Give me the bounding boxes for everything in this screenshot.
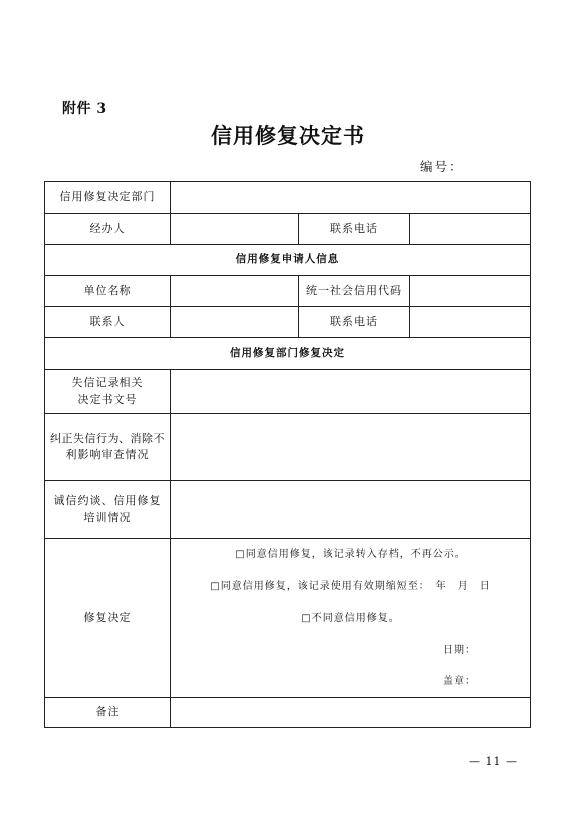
record-doc-label-line2: 决定书文号 [77,392,138,406]
contact-phone-field[interactable] [410,307,531,338]
unit-name-field[interactable] [171,276,299,307]
decision-label: 修复决定 [45,539,171,698]
decision-option-approve-archive[interactable]: □同意信用修复，该记录转入存档，不再公示。 [235,549,466,560]
decision-options-cell [171,539,531,698]
dept-label: 信用修复决定部门 [45,182,171,214]
row-applicant-section [45,245,531,276]
row-unit-name [45,276,531,307]
decision-date-label: 日期： [443,645,477,656]
row-contact [45,307,531,338]
handler-field[interactable] [171,214,299,245]
contact-field[interactable] [171,307,299,338]
row-repair-decision [45,539,531,698]
record-doc-label-line1: 失信记录相关 [71,376,144,389]
decision-option-reject[interactable]: □不同意信用修复。 [301,613,400,624]
row-training [45,481,531,539]
correction-label-line1: 纠正失信行为、消除不 [50,431,165,445]
row-correction-review [45,414,531,481]
page-number: — 11 — [469,755,518,768]
remarks-field[interactable] [171,698,531,728]
training-label-line1: 诚信约谈、信用修复 [53,494,162,507]
applicant-section-heading: 信用修复申请人信息 [45,245,531,276]
attachment-label: 附件 3 [62,101,107,117]
training-field[interactable] [171,481,531,539]
credit-code-field[interactable] [410,276,531,307]
decision-seal-label: 盖章： [443,676,477,687]
row-handler [45,214,531,245]
dept-field[interactable] [171,182,531,214]
row-decision-department [45,182,531,214]
credit-code-label: 统一社会信用代码 [299,276,410,307]
handler-label: 经办人 [45,214,171,245]
contact-label: 联系人 [45,307,171,338]
training-label [45,481,171,539]
row-decision-section [45,338,531,370]
decision-option-approve-shorten[interactable]: □同意信用修复，该记录使用有效期缩短至： 年 月 日 [210,581,491,592]
row-remarks [45,698,531,728]
handler-phone-label: 联系电话 [299,214,410,245]
unit-name-label: 单位名称 [45,276,171,307]
training-label-line2: 培训情况 [83,510,132,524]
contact-phone-label: 联系电话 [299,307,410,338]
row-record-document [45,370,531,414]
correction-label-line2: 利影响审查情况 [65,448,150,461]
credit-repair-decision-form [44,181,531,728]
handler-phone-field[interactable] [410,214,531,245]
decision-section-heading: 信用修复部门修复决定 [45,338,531,370]
record-doc-field[interactable] [171,370,531,414]
correction-label [45,414,171,481]
serial-number-label: 编号： [420,159,464,174]
correction-field[interactable] [171,414,531,481]
document-title: 信用修复决定书 [211,124,365,148]
record-doc-label [45,370,171,414]
remarks-label: 备注 [45,698,171,728]
